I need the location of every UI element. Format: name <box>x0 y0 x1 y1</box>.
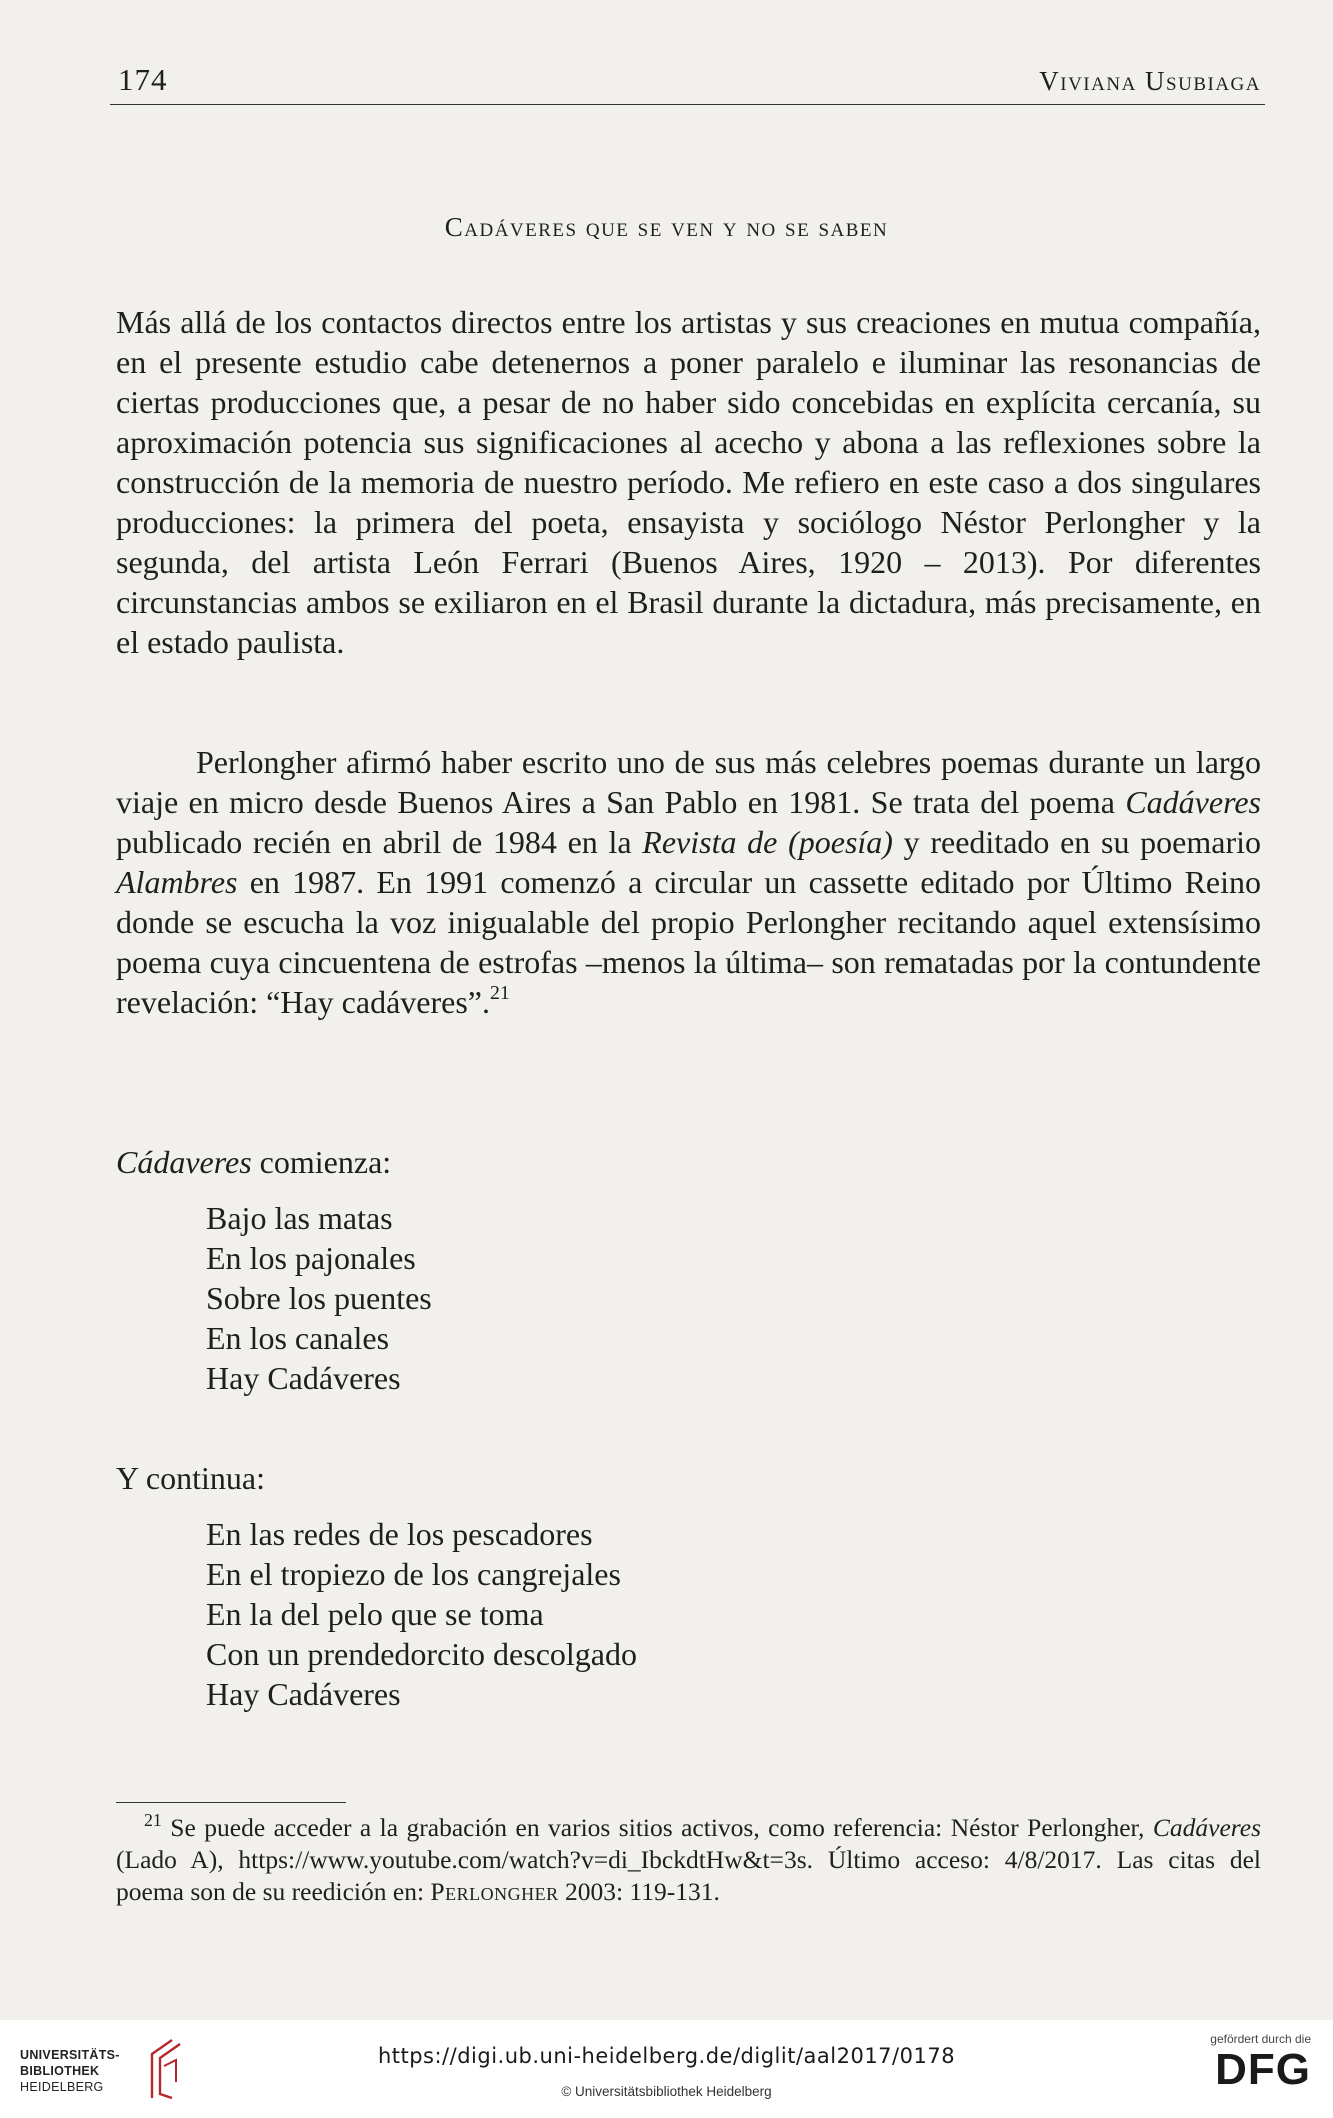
verse-line: Bajo las matas <box>206 1200 393 1236</box>
footnote-reference[interactable]: 21 <box>489 982 510 1005</box>
poem-title: Cádaveres <box>116 1144 252 1180</box>
verse-line: En el tropiezo de los cangrejales <box>206 1556 621 1592</box>
verse-line: Sobre los puentes <box>206 1280 432 1316</box>
funding-label: gefördert durch die <box>1210 2032 1311 2046</box>
body-paragraph-2 <box>116 742 1261 1022</box>
footnote-text: Se puede acceder a la grabación en varios sitios activos, como referencia: Néstor Perlongher, <box>161 1813 1153 1842</box>
verse-intro-2: Y continua: <box>116 1460 265 1496</box>
verse-line: En la del pelo que se toma <box>206 1596 544 1632</box>
running-head-author: Viviana Usubiaga <box>1039 66 1261 96</box>
footnote-author-smallcaps: Perlongher <box>430 1877 559 1906</box>
poem-title: Cadáveres <box>1125 784 1261 820</box>
page-number: 174 <box>118 62 168 97</box>
verse-block-1 <box>206 1198 432 1398</box>
verse-line: Hay Cadáveres <box>206 1360 401 1396</box>
verse-intro-1 <box>116 1142 1261 1182</box>
footnote-text: 2003: 119-131. <box>558 1877 720 1906</box>
permalink-url[interactable]: https://digi.ub.uni-heidelberg.de/diglit/aal2017/0178 <box>377 2044 956 2068</box>
library-logo-line: UNIVERSITÄTS- <box>20 2048 120 2062</box>
verse-line: Con un prendedorcito descolgado <box>206 1636 637 1672</box>
paragraph-text: y reeditado en su poemario <box>892 824 1262 860</box>
paragraph-text: en 1987. En 1991 comenzó a circular un cassette editado por Último Reino donde se escucha la voz inigualable del propio Perlongher recitando aquel extensísimo poema cuya cincuentena de estrofas –menos la última– son rematadas por la contundente revelación: “Hay cadáveres”. <box>116 864 1261 1020</box>
body-paragraph-1: Más allá de los contactos directos entre los artistas y sus creaciones en mutua compañía, en el presente estudio cabe detenernos a poner paralelo e iluminar las resonancias de ciertas producciones que, a pesar de no haber sido concebidas en explícita cercanía, su aproximación potencia sus significaciones al acecho y abona a las reflexiones sobre la construcción de la memoria de nuestro período. Me refiero en este caso a dos singulares producciones: la primera del poeta, ensayista y sociólogo Néstor Perlongher y la segunda, del artista León Ferrari (Buenos Aires, 1920 – 2013). Por diferentes circunstancias ambos se exiliaron en el Brasil durante la dictadura, más precisamente, en el estado paulista. <box>116 304 1261 660</box>
paragraph-text: publicado recién en abril de 1984 en la <box>116 824 643 860</box>
paragraph-text: Perlongher afirmó haber escrito uno de sus más celebres poemas durante un largo viaje en micro desde Buenos Aires a San Pablo en 1981. Se trata del poema <box>116 744 1261 820</box>
verse-line: Hay Cadáveres <box>206 1676 401 1712</box>
library-logo-line: HEIDELBERG <box>20 2080 104 2094</box>
funding-logo[interactable] <box>1171 2032 1311 2092</box>
verse-line: En los pajonales <box>206 1240 416 1276</box>
viewer-footer <box>0 2020 1333 2118</box>
footnote-number: 21 <box>144 1810 162 1831</box>
section-title: Cadáveres que se ven y no se saben <box>444 212 889 242</box>
journal-title: Revista de (poesía) <box>642 824 893 860</box>
footnote-divider <box>116 1802 346 1803</box>
verse-block-2 <box>206 1514 637 1714</box>
verse-line: En los canales <box>206 1320 390 1356</box>
footnote-text: (Lado A), https://www.youtube.com/watch?v=di_IbckdtHw&t=3s. Último acceso: 4/8/2017. Las citas del poema son de su reedición en: <box>116 1845 1261 1906</box>
library-logo-line: BIBLIOTHEK <box>20 2064 100 2078</box>
intro-text: comienza: <box>251 1144 392 1180</box>
footnote-italic-title: Cadáveres <box>1152 1813 1261 1842</box>
running-head <box>110 60 1265 105</box>
book-title: Alambres <box>116 864 238 900</box>
footnote-21 <box>116 1812 1261 1908</box>
copyright-notice: © Universitätsbibliothek Heidelberg <box>561 2084 772 2099</box>
verse-line: En las redes de los pescadores <box>206 1516 593 1552</box>
dfg-logo: DFG <box>1215 2045 1311 2094</box>
